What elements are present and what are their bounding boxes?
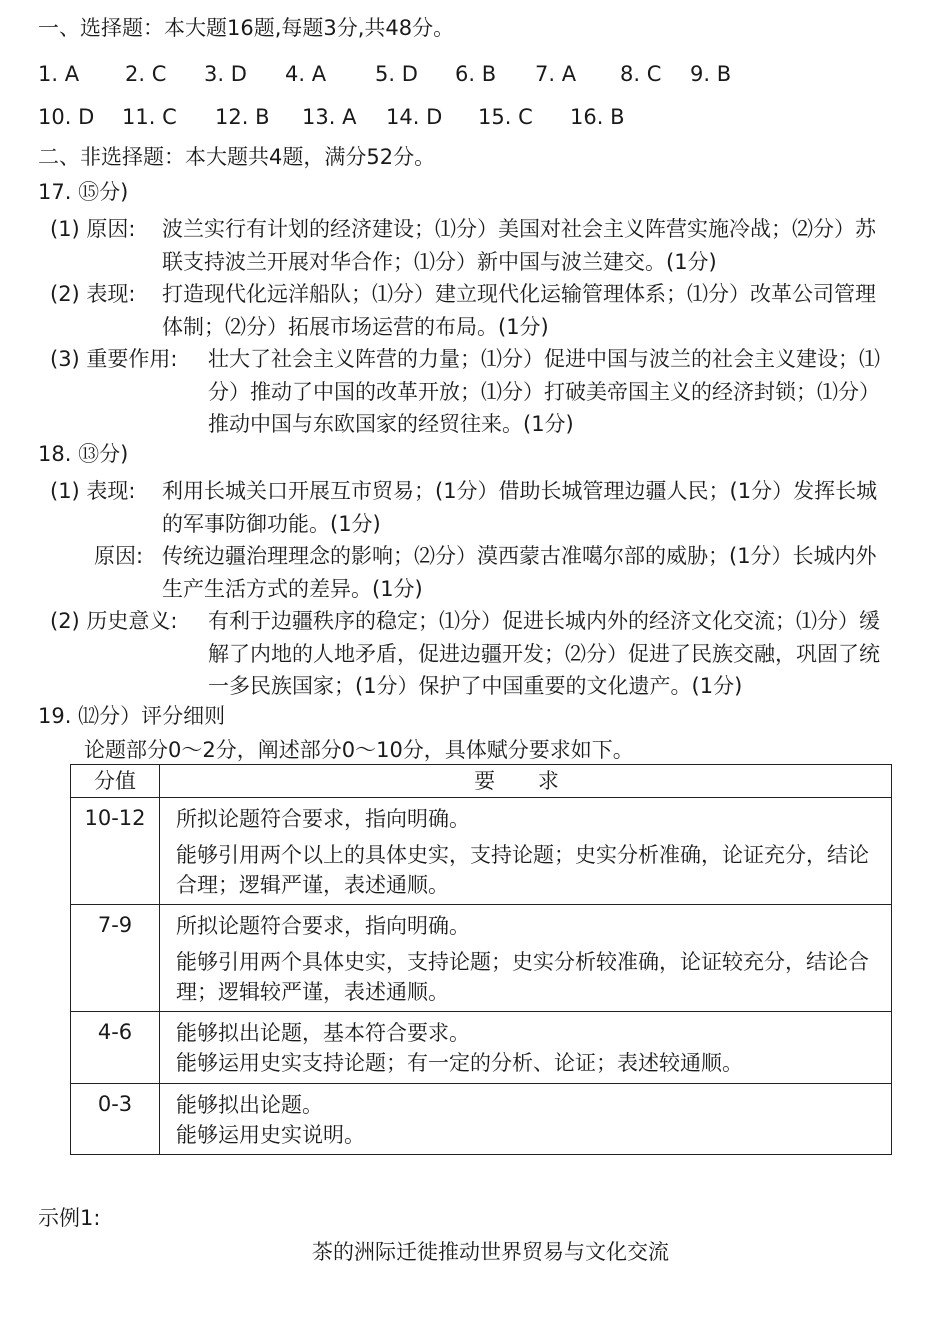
score-cell: 7-9 (71, 905, 160, 1012)
answer-item: 15. C (478, 105, 533, 129)
answer-item: 12. B (215, 105, 270, 129)
example-title: 茶的洲际迁徙推动世界贸易与文化交流 (312, 1240, 669, 1264)
column-header-score: 分值 (71, 765, 160, 798)
q17-part2 (50, 278, 890, 343)
answer-item: 4. A (285, 62, 327, 86)
answer-item: 1. A (38, 62, 80, 86)
scoring-table (70, 764, 892, 1155)
requirement-line: 能够引用两个具体史实，支持论题；史实分析较准确，论证较充分，结论合理；逻辑较严谨，表述通顺。 (176, 950, 869, 1004)
q18-part1-label: (1) 表现: (50, 479, 136, 503)
q18-part2 (50, 605, 890, 703)
requirement-line: 能够拟出论题。 (176, 1093, 323, 1117)
scoring-table-header (71, 765, 892, 798)
answer-item: 9. B (690, 62, 732, 86)
answer-item: 11. C (122, 105, 177, 129)
answer-item: 10. D (38, 105, 95, 129)
answer-item: 14. D (386, 105, 443, 129)
score-cell: 4-6 (71, 1012, 160, 1084)
q17-part1-label: (1) 原因: (50, 217, 136, 241)
table-row (71, 905, 892, 1012)
q19-title: 19. ⑿分）评分细则 (38, 704, 226, 728)
q19-intro: 论题部分0～2分，阐述部分0～10分，具体赋分要求如下。 (84, 738, 634, 762)
q17-part1-text: 波兰实行有计划的经济建设；⑴分）美国对社会主义阵营实施冷战；⑵分）苏联支持波兰开展对华合作；⑴分）新中国与波兰建交。(1分) (162, 217, 876, 274)
column-header-requirement: 要 求 (160, 765, 892, 798)
score-cell: 0-3 (71, 1084, 160, 1155)
q18-part2-text: 有利于边疆秩序的稳定；⑴分）促进长城内外的经济文化交流；⑴分）缓解了内地的人地矛盾，促进边疆开发；⑵分）促进了民族交融，巩固了统一多民族国家；(1分）保护了中国重要的文化遗产。(1分) (208, 609, 880, 698)
q17-part3 (50, 343, 890, 441)
section2-heading: 二、非选择题：本大题共4题，满分52分。 (38, 145, 436, 169)
q17-part2-label: (2) 表现: (50, 282, 136, 306)
requirement-line: 能够拟出论题，基本符合要求。 (176, 1021, 470, 1045)
q17-part2-text: 打造现代化远洋船队；⑴分）建立现代化运输管理体系；⑴分）改革公司管理体制；⑵分）拓展市场运营的布局。(1分) (162, 282, 876, 339)
requirement-cell (160, 905, 892, 1012)
q17-part3-text: 壮大了社会主义阵营的力量；⑴分）促进中国与波兰的社会主义建设；⑴分）推动了中国的改革开放；⑴分）打破美帝国主义的经济封锁；⑴分）推动中国与东欧国家的经贸往来。(1分) (208, 347, 880, 436)
requirement-line: 能够引用两个以上的具体史实，支持论题；史实分析准确，论证充分，结论合理；逻辑严谨，表述通顺。 (176, 843, 869, 897)
q18-title: 18. ⑬分) (38, 442, 129, 466)
table-row (71, 1084, 892, 1155)
section1-heading: 一、选择题：本大题16题,每题3分,共48分。 (38, 16, 455, 40)
answer-item: 7. A (535, 62, 577, 86)
answer-item: 3. D (204, 62, 247, 86)
q18-cause-label: 原因: (94, 544, 144, 568)
answer-item: 13. A (302, 105, 357, 129)
requirement-cell (160, 798, 892, 905)
requirement-line: 所拟论题符合要求，指向明确。 (176, 914, 470, 938)
answer-item: 5. D (375, 62, 418, 86)
answer-item: 8. C (620, 62, 662, 86)
answer-item: 2. C (125, 62, 167, 86)
q18-part2-label: (2) 历史意义: (50, 609, 178, 633)
requirement-cell (160, 1084, 892, 1155)
requirement-line: 能够运用史实支持论题；有一定的分析、论证；表述较通顺。 (176, 1051, 743, 1075)
q17-part3-label: (3) 重要作用: (50, 347, 178, 371)
q17-title: 17. ⑮分) (38, 180, 129, 204)
example-label: 示例1: (38, 1206, 101, 1230)
requirement-line: 能够运用史实说明。 (176, 1123, 365, 1147)
q18-part1 (50, 475, 890, 540)
table-row (71, 1012, 892, 1084)
table-row (71, 798, 892, 905)
q17-part1 (50, 213, 890, 278)
requirement-cell (160, 1012, 892, 1084)
q18-part1-cause (94, 540, 890, 605)
q18-cause-text: 传统边疆治理理念的影响；⑵分）漠西蒙古准噶尔部的威胁；(1分）长城内外生产生活方式的差异。(1分) (162, 544, 877, 601)
requirement-line: 所拟论题符合要求，指向明确。 (176, 807, 470, 831)
answer-item: 6. B (455, 62, 497, 86)
score-cell: 10-12 (71, 798, 160, 905)
answer-item: 16. B (570, 105, 625, 129)
q18-part1-text: 利用长城关口开展互市贸易；(1分）借助长城管理边疆人民；(1分）发挥长城的军事防御功能。(1分) (162, 479, 878, 536)
